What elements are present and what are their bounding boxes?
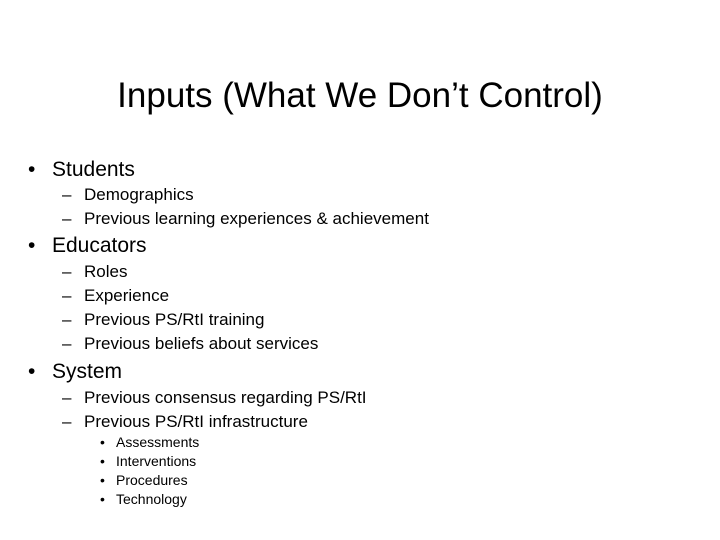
sub-list-item: Technology <box>116 491 187 507</box>
bullet-icon: • <box>28 360 36 383</box>
section-heading-system: System <box>52 360 123 383</box>
section-heading-educators: Educators <box>52 234 147 257</box>
dash-icon: – <box>62 262 72 281</box>
sub-list-item: Interventions <box>116 453 197 469</box>
bullet-icon: • <box>28 234 36 257</box>
bullet-icon: • <box>100 472 105 488</box>
list-item: Demographics <box>84 185 194 204</box>
list-item: Previous learning experiences & achievement <box>84 209 429 228</box>
section-heading-students: Students <box>52 158 135 181</box>
bullet-icon: • <box>28 158 36 181</box>
dash-icon: – <box>62 185 72 204</box>
list-item: Roles <box>84 262 128 281</box>
sub-list-item: Assessments <box>116 434 200 450</box>
dash-icon: – <box>62 286 72 305</box>
dash-icon: – <box>62 388 72 407</box>
list-item: Previous PS/RtI training <box>84 310 265 329</box>
list-item: Previous beliefs about services <box>84 334 319 353</box>
bullet-icon: • <box>100 491 105 507</box>
bullet-icon: • <box>100 453 105 469</box>
dash-icon: – <box>62 334 72 353</box>
list-item: Experience <box>84 286 170 305</box>
dash-icon: – <box>62 310 72 329</box>
dash-icon: – <box>62 209 72 228</box>
slide-title: Inputs (What We Don’t Control) <box>117 76 603 115</box>
list-item: Previous consensus regarding PS/RtI <box>84 388 367 407</box>
dash-icon: – <box>62 412 72 431</box>
list-item: Previous PS/RtI infrastructure <box>84 412 308 431</box>
bullet-icon: • <box>100 434 105 450</box>
sub-list-item: Procedures <box>116 472 188 488</box>
